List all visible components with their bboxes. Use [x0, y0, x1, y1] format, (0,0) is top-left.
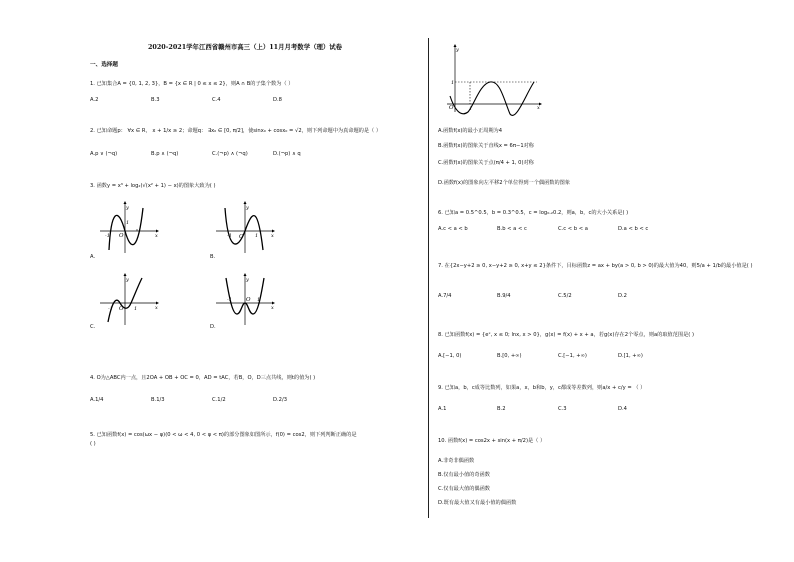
question-3-option-d: D.	[210, 324, 216, 330]
question-3-option-c: C.	[90, 324, 96, 330]
question-9-option-a: A.1	[438, 406, 447, 412]
question-10-option-c: C.仅有最大值的偶函数	[438, 486, 490, 492]
question-8-option-a: A.[−1, 0)	[438, 353, 462, 359]
question-3-graph-b	[214, 200, 276, 255]
graph-b-one: 1	[255, 233, 259, 239]
graph-b-neg-one: -1	[227, 233, 232, 239]
question-10-option-b: B.仅有最小值的奇函数	[438, 472, 490, 478]
graph-b-y-label: y	[246, 205, 249, 211]
question-3-graph-c	[98, 272, 160, 327]
question-5-graph	[442, 42, 544, 112]
question-9-option-d: D.4	[618, 406, 627, 412]
column-divider	[428, 38, 429, 518]
question-1-stem: 1. 已知集合A = {0, 1, 2, 3}，B = {x ∈ R | 0 ≤ x ≤ 2}，则A ∩ B的子集个数为（ ）	[90, 81, 294, 87]
graph-b-origin: O	[239, 234, 244, 240]
question-7-option-a: A.7/4	[438, 293, 452, 299]
question-6-option-d: D.a < b < c	[618, 226, 649, 232]
question-4-option-a: A.1/4	[90, 397, 104, 403]
graph-d-origin: O	[246, 297, 251, 303]
question-10-option-a: A.非奇非偶函数	[438, 458, 475, 464]
question-5-option-b: B.函数f(x)的图象关于直线x = 6π−1对称	[438, 143, 534, 149]
question-8-option-d: D.[1, +∞)	[618, 353, 643, 359]
q5-graph-origin: O	[449, 105, 454, 111]
question-6-option-a: A.c < a < b	[438, 226, 468, 232]
question-7-option-b: B.9/4	[497, 293, 511, 299]
q5-graph-x-label: x	[537, 105, 540, 111]
question-3-option-a: A.	[90, 254, 96, 260]
question-8-option-b: B.[0, +∞)	[497, 353, 522, 359]
question-7-stem: 7. 在{2x−y+2 ≥ 0, x−y+2 ≥ 0, x+y ≤ 2}条件下，目标函数z = ax + by(a > 0, b > 0)的最大值为40，则5/a + 1/b的最小值是( )	[438, 263, 753, 269]
question-10-stem: 10. 函数f(x) = cos2x + sin(x + π/2)是（ ）	[438, 438, 546, 444]
section-heading: 一、选择题	[90, 62, 118, 68]
graph-a-x-label: x	[155, 233, 158, 239]
graph-c-neg-one: -1	[108, 306, 113, 312]
question-4-stem: 4. O为△ABC内一点，且2OA + OB + OC = 0，AD = tAC，若B，O，D三点共线，则t的值为( )	[90, 375, 316, 381]
q5-graph-one-x: 1	[469, 106, 473, 112]
q5-graph-one-y: 1	[451, 80, 455, 86]
question-7-option-c: C.5/2	[558, 293, 572, 299]
exam-title: 2020-2021学年江西省赣州市高三（上）11月月考数学（理）试卷	[147, 43, 343, 51]
graph-c-y-label: y	[126, 277, 129, 283]
question-5-option-d: D.函数f(x)的图象向左平移2个单位得到一个偶函数的图象	[438, 180, 571, 186]
graph-a-one: 1	[126, 220, 130, 226]
question-9-option-c: C.3	[558, 406, 567, 412]
graph-c-one: 1	[134, 306, 138, 312]
question-1-option-b: B.3	[151, 97, 160, 103]
graph-a-origin: O	[119, 233, 124, 239]
question-2-option-b: B.p ∧ (¬q)	[151, 151, 179, 157]
question-3-graph-a	[98, 200, 160, 255]
question-5-stem: 5. 已知函数f(x) = cos(ωx − φ)(0 < ω < 4, 0 < φ < π)的部分图象如图所示，f(0) = cos2，则下列判断正确的是	[90, 432, 357, 438]
question-3-option-b: B.	[210, 254, 216, 260]
question-4-option-c: C.1/2	[212, 397, 226, 403]
question-5-option-c: C.函数f(x)的图象关于点(π/4 + 1, 0)对称	[438, 160, 534, 166]
question-8-option-c: C.[−1, +∞)	[558, 353, 587, 359]
graph-c-x-label: x	[155, 305, 158, 311]
question-6-option-b: B.b < a < c	[497, 226, 527, 232]
q5-graph-y-label: y	[456, 47, 459, 53]
question-6-option-c: C.c < b < a	[558, 226, 588, 232]
question-3-stem: 3. 函数y = x³ + log₂(√(x² + 1) − x)的图象大致为( )	[90, 183, 216, 189]
question-5-stem-cont: ( )	[90, 441, 96, 447]
question-6-stem: 6. 已知a = 0.5^0.5，b = 0.3^0.5，c = log₀.₂0.2，则a，b，c的大小关系是( )	[438, 210, 629, 216]
graph-a-neg-one: -1	[105, 233, 110, 239]
graph-c-origin: O	[119, 306, 124, 312]
question-2-option-a: A.p ∨ (¬q)	[90, 151, 118, 157]
question-9-option-b: B.2	[497, 406, 506, 412]
question-1-option-a: A.2	[90, 97, 99, 103]
graph-d-y-label: y	[246, 277, 249, 283]
question-2-option-d: D.(¬p) ∧ q	[273, 151, 301, 157]
graph-d-x-label: x	[271, 305, 274, 311]
question-8-stem: 8. 已知函数f(x) = {eˣ, x ≤ 0; lnx, x > 0}，g(x) = f(x) + x + a，若g(x)存在2个零点，则a的取值范围是( )	[438, 332, 694, 338]
graph-d-neg-one: -1	[227, 297, 232, 303]
question-10-option-d: D.既有最大值又有最小值的偶函数	[438, 500, 517, 506]
graph-d-one: 1	[257, 297, 261, 303]
question-7-option-d: D.2	[618, 293, 627, 299]
question-1-option-d: D.8	[273, 97, 282, 103]
question-2-option-c: C.(¬p) ∧ (¬q)	[212, 151, 248, 157]
question-9-stem: 9. 已知a，b，c成等比数列，如果a，x，b和b，y，c都成等差数列，则a/x + c/y = （ ）	[438, 385, 646, 391]
question-3-graph-d	[214, 272, 276, 327]
question-4-option-b: B.1/3	[151, 397, 165, 403]
question-1-option-c: C.4	[212, 97, 221, 103]
question-4-option-d: D.2/3	[273, 397, 287, 403]
question-2-stem: 2. 已知命题p： ∀x ∈ R， x + 1/x ≥ 2；命题q： ∃x₀ ∈ [0, π/2]，使sinx₀ + cosx₀ = √2，则下列命题中为真命题的是（ ）	[90, 128, 382, 134]
question-5-option-a: A.函数f(x)的最小正周期为4	[438, 128, 503, 134]
graph-b-x-label: x	[271, 233, 274, 239]
graph-a-y-label: y	[126, 205, 129, 211]
